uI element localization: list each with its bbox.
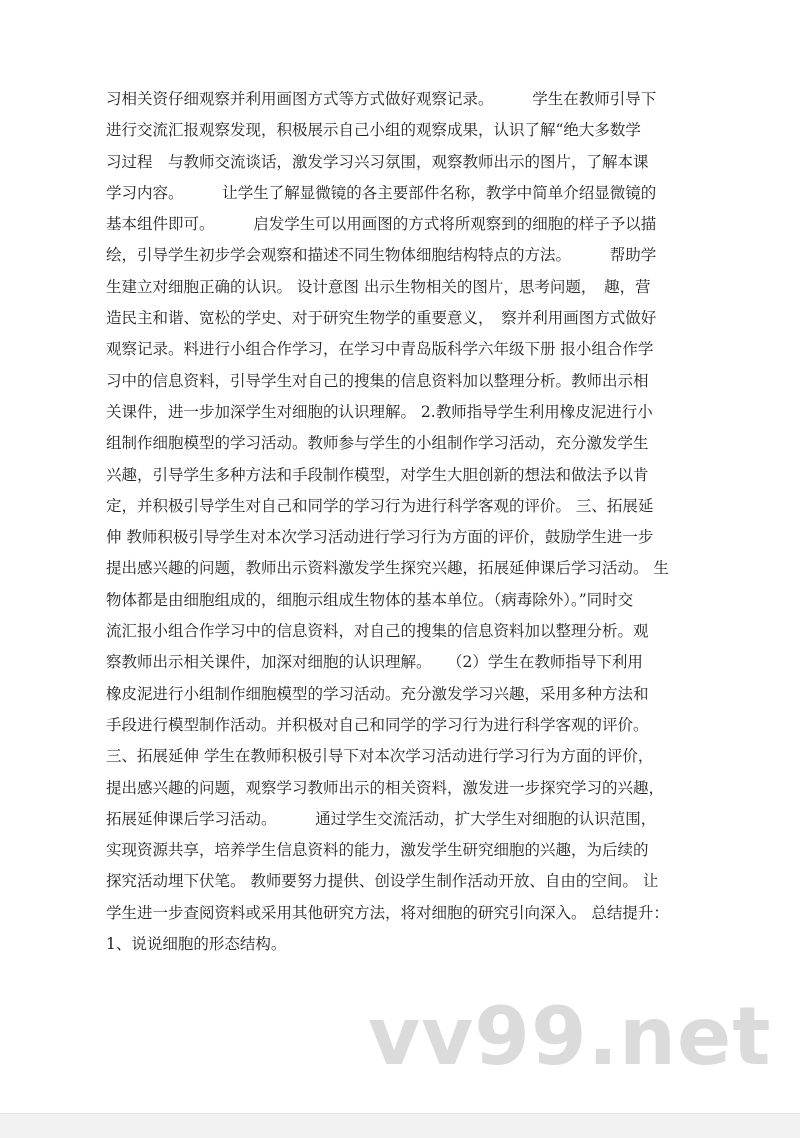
text-line: 学习内容。 让学生了解显微镜的各主要部件名称，教学中简单介绍显微镜的 [106, 183, 657, 202]
text-line: 关课件，进一步加深学生对细胞的认识理解。 2.教师指导学生利用橡皮泥进行小 [106, 402, 653, 421]
text-line: 生建立对细胞正确的认识。 设计意图 出示生物相关的图片，思考问题， 趣，营 [106, 277, 651, 296]
text-line: 基本组件即可。 启发学生可以用画图的方式将所观察到的细胞的样子予以描 [106, 215, 657, 234]
watermark: vv99.net [368, 990, 772, 1083]
text-line: 组制作细胞模型的学习活动。教师参与学生的小组制作学习活动，充分激发学生 [106, 434, 649, 453]
text-line: 察教师出示相关课件，加深对细胞的认识理解。 （2）学生在教师指导下利用 [106, 653, 643, 672]
text-line: 提出感兴趣的问题，观察学习教师出示的相关资料，激发进一步探究学习的兴趣， [106, 778, 665, 797]
text-line: 造民主和谐、宽松的学史、对于研究生物学的重要意义， 察并利用画图方式做好 [106, 309, 657, 328]
text-line: 习相关资仔细观察并利用画图方式等方式做好观察记录。 学生在教师引导下 [106, 90, 657, 108]
document-body [106, 84, 696, 960]
text-line: 三、拓展延伸 学生在教师积极引导下对本次学习活动进行学习行为方面的评价， [106, 747, 654, 766]
text-line: 1、说说细胞的形态结构。 [106, 935, 287, 954]
text-line: 绘，引导学生初步学会观察和描述不同生物体细胞结构特点的方法。 帮助学 [106, 246, 657, 265]
text-line: 橡皮泥进行小组制作细胞模型的学习活动。充分激发学习兴趣，采用多种方法和 [106, 684, 649, 703]
text-line: 学生进一步查阅资料或采用其他研究方法，将对细胞的研究引向深入。 总结提升： [106, 903, 669, 922]
text-line: 拓展延伸课后学习活动。 通过学生交流活动，扩大学生对细胞的认识范围， [106, 809, 657, 828]
text-line: 习中的信息资料，引导学生对自己的搜集的信息资料加以整理分析。教师出示相 [106, 371, 649, 390]
text-line: 手段进行模型制作活动。并积极对自己和同学的学习行为进行科学客观的评价。 [106, 715, 649, 734]
text-line: 实现资源共享，培养学生信息资料的能力，激发学生研究细胞的兴趣，为后续的 [106, 841, 649, 860]
text-line: 流汇报小组合作学习中的信息资料，对自己的搜集的信息资料加以整理分析。观 [106, 622, 649, 641]
text-line: 观察记录。料进行小组合作学习，在学习中青岛版科学六年级下册 报小组合作学 [106, 340, 654, 359]
text-line: 物体都是由细胞组成的，细胞示组成生物体的基本单位。（病毒除外）。”同时交 [106, 590, 634, 609]
text-line: 提出感兴趣的问题，教师出示资料激发学生探究兴趣，拓展延伸课后学习活动。 生 [106, 559, 669, 578]
page-bottom-edge [0, 1113, 800, 1138]
text-line: 习过程 与教师交流谈话，激发学习兴习氛围，观察教师出示的图片，了解本课 [106, 152, 649, 171]
text-line: 伸 教师积极引导学生对本次学习活动进行学习行为方面的评价，鼓励学生进一步 [106, 528, 654, 547]
text-line: 定，并积极引导学生对自己和同学的学习行为进行科学客观的评价。 三、拓展延 [106, 496, 654, 515]
text-line: 进行交流汇报观察发现，积极展示自己小组的观察成果，认识了解“绝大多数学 [106, 121, 641, 140]
text-line: 兴趣，引导学生多种方法和手段制作模型，对学生大胆创新的想法和做法予以肯 [106, 465, 649, 484]
text-line: 探究活动埋下伏笔。 教师要努力提供、创设学生制作活动开放、自由的空间。 让 [106, 872, 659, 891]
